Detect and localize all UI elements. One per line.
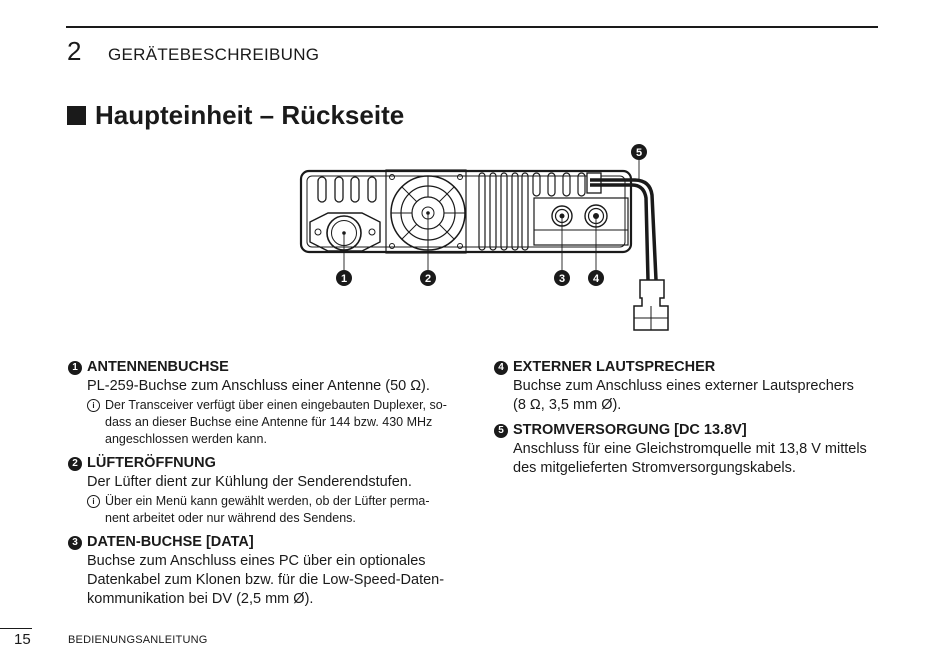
note-line: dass an dieser Buchse eine Antenne für 144 bzw. 430 MHz bbox=[105, 415, 433, 429]
item-text: PL-259-Buchse zum Anschluss einer Antenne (50 Ω). bbox=[87, 378, 430, 394]
text-line: Datenkabel zum Klonen bzw. für die Low-Speed-Daten- bbox=[87, 572, 445, 588]
footer-title: BEDIENUNGSANLEITUNG bbox=[68, 634, 208, 646]
callout-1-label: 1 bbox=[340, 273, 348, 285]
item-text bbox=[87, 552, 468, 609]
callout-4 bbox=[588, 270, 604, 286]
item-antenna-connector bbox=[68, 358, 468, 448]
number-3-icon: 3 bbox=[68, 536, 82, 550]
text-line: kommunikation bei DV (2,5 mm Ø). bbox=[87, 591, 314, 607]
number-1-icon: 1 bbox=[68, 361, 82, 375]
item-external-speaker bbox=[494, 358, 894, 415]
text-line: des mitgelieferten Stromversorgungskabels. bbox=[513, 460, 796, 476]
section-title-text: Haupteinheit – Rückseite bbox=[95, 100, 405, 130]
number-5-icon: 5 bbox=[494, 424, 508, 438]
square-bullet-icon bbox=[67, 106, 86, 125]
section-title bbox=[67, 100, 404, 131]
header-rule bbox=[66, 26, 878, 28]
column-right bbox=[494, 358, 894, 484]
info-icon: i bbox=[87, 399, 100, 412]
callout-5-label: 5 bbox=[635, 147, 643, 159]
item-data-jack bbox=[68, 533, 468, 609]
item-text: Der Lüfter dient zur Kühlung der Senderendstufen. bbox=[87, 474, 412, 490]
callout-5 bbox=[631, 144, 647, 160]
note-line: Der Transceiver verfügt über einen eingebauten Duplexer, so- bbox=[105, 398, 447, 412]
note-line: Über ein Menü kann gewählt werden, ob der Lüfter perma- bbox=[105, 494, 430, 508]
item-power-supply bbox=[494, 421, 894, 478]
text-line: Buchse zum Anschluss eines externer Lautsprechers bbox=[513, 378, 854, 394]
text-line: Anschluss für eine Gleichstromquelle mit 13,8 V mittels bbox=[513, 441, 867, 457]
item-title: STROMVERSORGUNG [DC 13.8V] bbox=[513, 422, 747, 438]
callout-1 bbox=[336, 270, 352, 286]
text-line: Buchse zum Anschluss eines PC über ein optionales bbox=[87, 553, 426, 569]
column-left bbox=[68, 358, 468, 615]
number-2-icon: 2 bbox=[68, 457, 82, 471]
info-note bbox=[87, 397, 468, 448]
item-title: DATEN-BUCHSE [DATA] bbox=[87, 534, 254, 550]
number-4-icon: 4 bbox=[494, 361, 508, 375]
item-title: ANTENNENBUCHSE bbox=[87, 359, 229, 375]
note-line: nent arbeitet oder nur während des Sendens. bbox=[105, 511, 356, 525]
item-text bbox=[513, 377, 894, 415]
item-title: LÜFTERÖFFNUNG bbox=[87, 455, 216, 471]
rear-panel-diagram bbox=[290, 140, 690, 340]
callout-2 bbox=[420, 270, 436, 286]
info-note bbox=[87, 493, 468, 527]
text-line: (8 Ω, 3,5 mm Ø). bbox=[513, 397, 622, 413]
callout-2-label: 2 bbox=[424, 273, 432, 285]
item-title: EXTERNER LAUTSPRECHER bbox=[513, 359, 716, 375]
note-line: angeschlossen werden kann. bbox=[105, 432, 267, 446]
item-text bbox=[513, 440, 894, 478]
callout-3 bbox=[554, 270, 570, 286]
item-fan-vent bbox=[68, 454, 468, 527]
info-icon: i bbox=[87, 495, 100, 508]
callout-4-label: 4 bbox=[592, 273, 600, 285]
footer-rule bbox=[0, 628, 32, 629]
chapter-number: 2 bbox=[67, 36, 82, 66]
page-number: 15 bbox=[14, 631, 31, 648]
callout-3-label: 3 bbox=[558, 273, 566, 285]
chapter-title: GERÄTEBESCHREIBUNG bbox=[108, 45, 320, 64]
